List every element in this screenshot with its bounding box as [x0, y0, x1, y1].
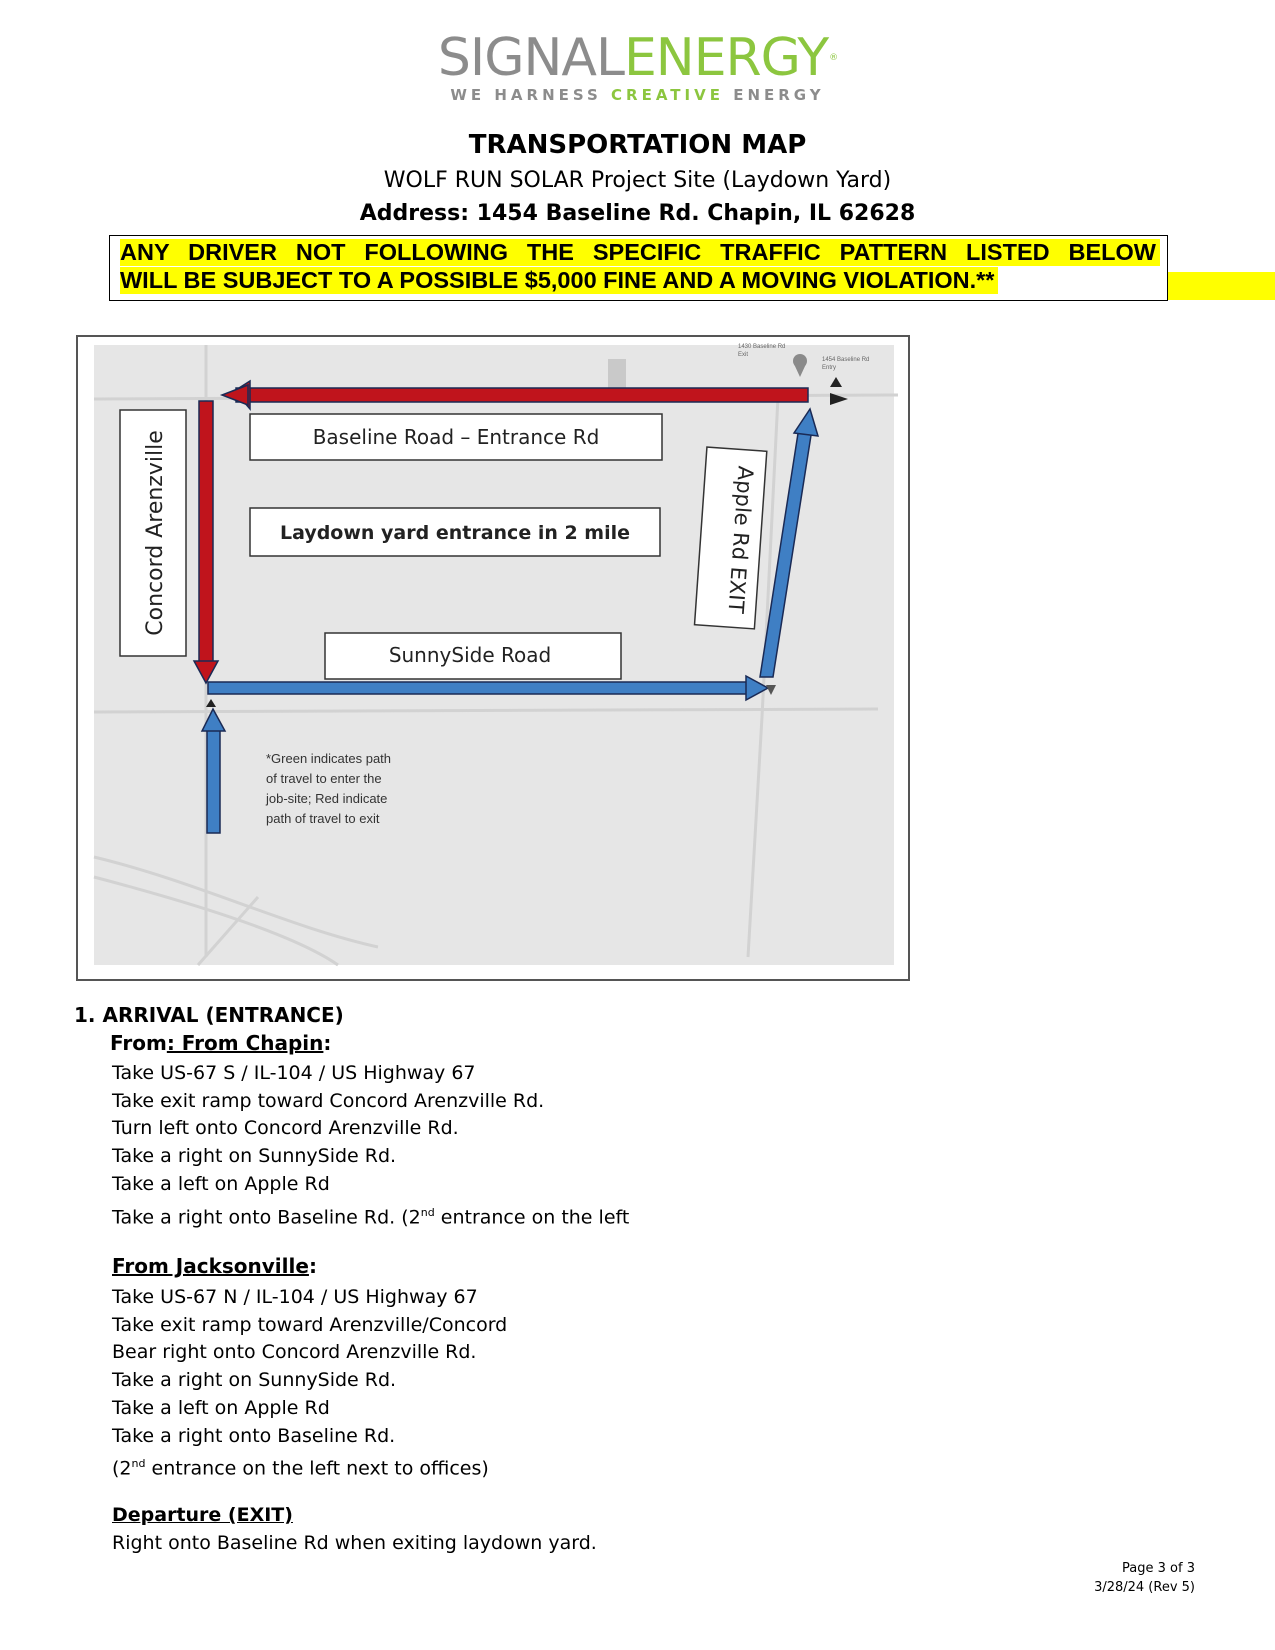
map-building [608, 359, 626, 389]
jacksonville-step-5: Take a left on Apple Rd [112, 1396, 330, 1419]
jacksonville-step-1: Take US-67 N / IL-104 / US Highway 67 [112, 1286, 478, 1308]
logo-energy: ENERGY [623, 28, 829, 88]
jacksonville-step-7 [112, 1450, 507, 1483]
jacksonville-step-4: Take a right on SunnySide Rd. [112, 1369, 397, 1392]
chapin-step-6 [112, 1199, 629, 1232]
site-address: Address: 1454 Baseline Rd. Chapin, IL 62628 [359, 201, 916, 226]
from-chapin-colon: : [323, 1031, 332, 1055]
page-number: Page 3 of 3 [1122, 1561, 1195, 1576]
chapin-step-6-post: entrance on the left [434, 1205, 630, 1228]
chapin-step-1: Take US-67 S / IL-104 / US Highway 67 [112, 1062, 476, 1084]
chapin-step-6-pre: Take a right onto Baseline Rd. (2 [112, 1205, 421, 1228]
from-jacksonville-heading [112, 1254, 317, 1278]
baseline-road-label: Baseline Road – Entrance Rd [312, 425, 600, 449]
warning-box [109, 235, 1168, 301]
tagline-part-3: ENERGY [723, 86, 825, 104]
transportation-map [76, 335, 910, 981]
jacksonville-steps [112, 1284, 507, 1483]
tagline-part-2: CREATIVE [611, 86, 724, 104]
warning-line-1: ANY DRIVER NOT FOLLOWING THE SPECIFIC TRAFFIC PATTERN LISTED BELOW [120, 239, 1160, 266]
from-chapin-underlined: : From Chapin [166, 1031, 324, 1055]
from-jacksonville-colon: : [308, 1254, 317, 1278]
chapin-steps [112, 1060, 629, 1232]
project-subtitle: WOLF RUN SOLAR Project Site (Laydown Yard) [383, 168, 892, 193]
map-drawing [78, 337, 908, 979]
logo-signal: SIGNAL [437, 28, 624, 88]
pin-exit-label-2: Exit [738, 352, 749, 358]
logo-registered-mark: ® [829, 53, 838, 63]
jacksonville-step-6: Take a right onto Baseline Rd. [112, 1424, 396, 1447]
jacksonville-step-7-post: entrance on the left next to offices) [145, 1457, 489, 1480]
chapin-step-5: Take a left on Apple Rd [112, 1172, 330, 1195]
departure-heading: Departure (EXIT) [112, 1504, 293, 1526]
from-chapin-prefix: From [110, 1031, 167, 1055]
chapin-step-4: Take a right on SunnySide Rd. [112, 1145, 397, 1168]
jacksonville-step-7-sup: nd [131, 1457, 146, 1471]
note-line-4: path of travel to exit [266, 811, 380, 826]
from-jacksonville-underlined: From Jacksonville [112, 1254, 309, 1278]
company-logo [0, 30, 1275, 104]
page-title: TRANSPORTATION MAP [468, 130, 807, 160]
laydown-yard-label: Laydown yard entrance in 2 mile [279, 522, 631, 544]
revision-date: 3/28/24 (Rev 5) [1094, 1580, 1195, 1595]
departure-text: Right onto Baseline Rd when exiting laydown yard. [112, 1532, 597, 1554]
logo-tagline [0, 86, 1275, 104]
warning-line-2: WILL BE SUBJECT TO A POSSIBLE $5,000 FINE AND A MOVING VIOLATION.** [120, 267, 998, 294]
chapin-step-6-sup: nd [420, 1205, 435, 1219]
note-line-2: of travel to enter the [266, 771, 382, 786]
concord-arenzville-label: Concord Arenzville [143, 430, 168, 636]
note-line-1: *Green indicates path [266, 751, 392, 766]
jacksonville-step-2: Take exit ramp toward Arenzville/Concord [112, 1313, 508, 1336]
apple-road-label: Apple Rd EXIT [723, 465, 758, 615]
jacksonville-step-3: Bear right onto Concord Arenzville Rd. [112, 1341, 477, 1364]
from-chapin-heading [110, 1031, 331, 1055]
pin-entry-label-2: Entry [822, 365, 837, 371]
tagline-part-1: WE HARNESS [450, 86, 612, 104]
logo-wordmark [0, 30, 1275, 86]
chapin-step-2: Take exit ramp toward Concord Arenzville Rd. [112, 1089, 545, 1112]
pin-exit-label-1: 1430 Baseline Rd [738, 344, 786, 350]
pin-entry-label-1: 1454 Baseline Rd [822, 357, 870, 363]
chapin-step-3: Turn left onto Concord Arenzville Rd. [112, 1117, 459, 1140]
warning-highlight-strip [1168, 272, 1275, 300]
jacksonville-step-7-pre: (2 [112, 1457, 132, 1480]
note-line-3: job-site; Red indicate [266, 791, 388, 806]
sunnyside-road-label: SunnySide Road [388, 643, 552, 667]
arrival-section-title: 1. ARRIVAL (ENTRANCE) [74, 1003, 344, 1027]
